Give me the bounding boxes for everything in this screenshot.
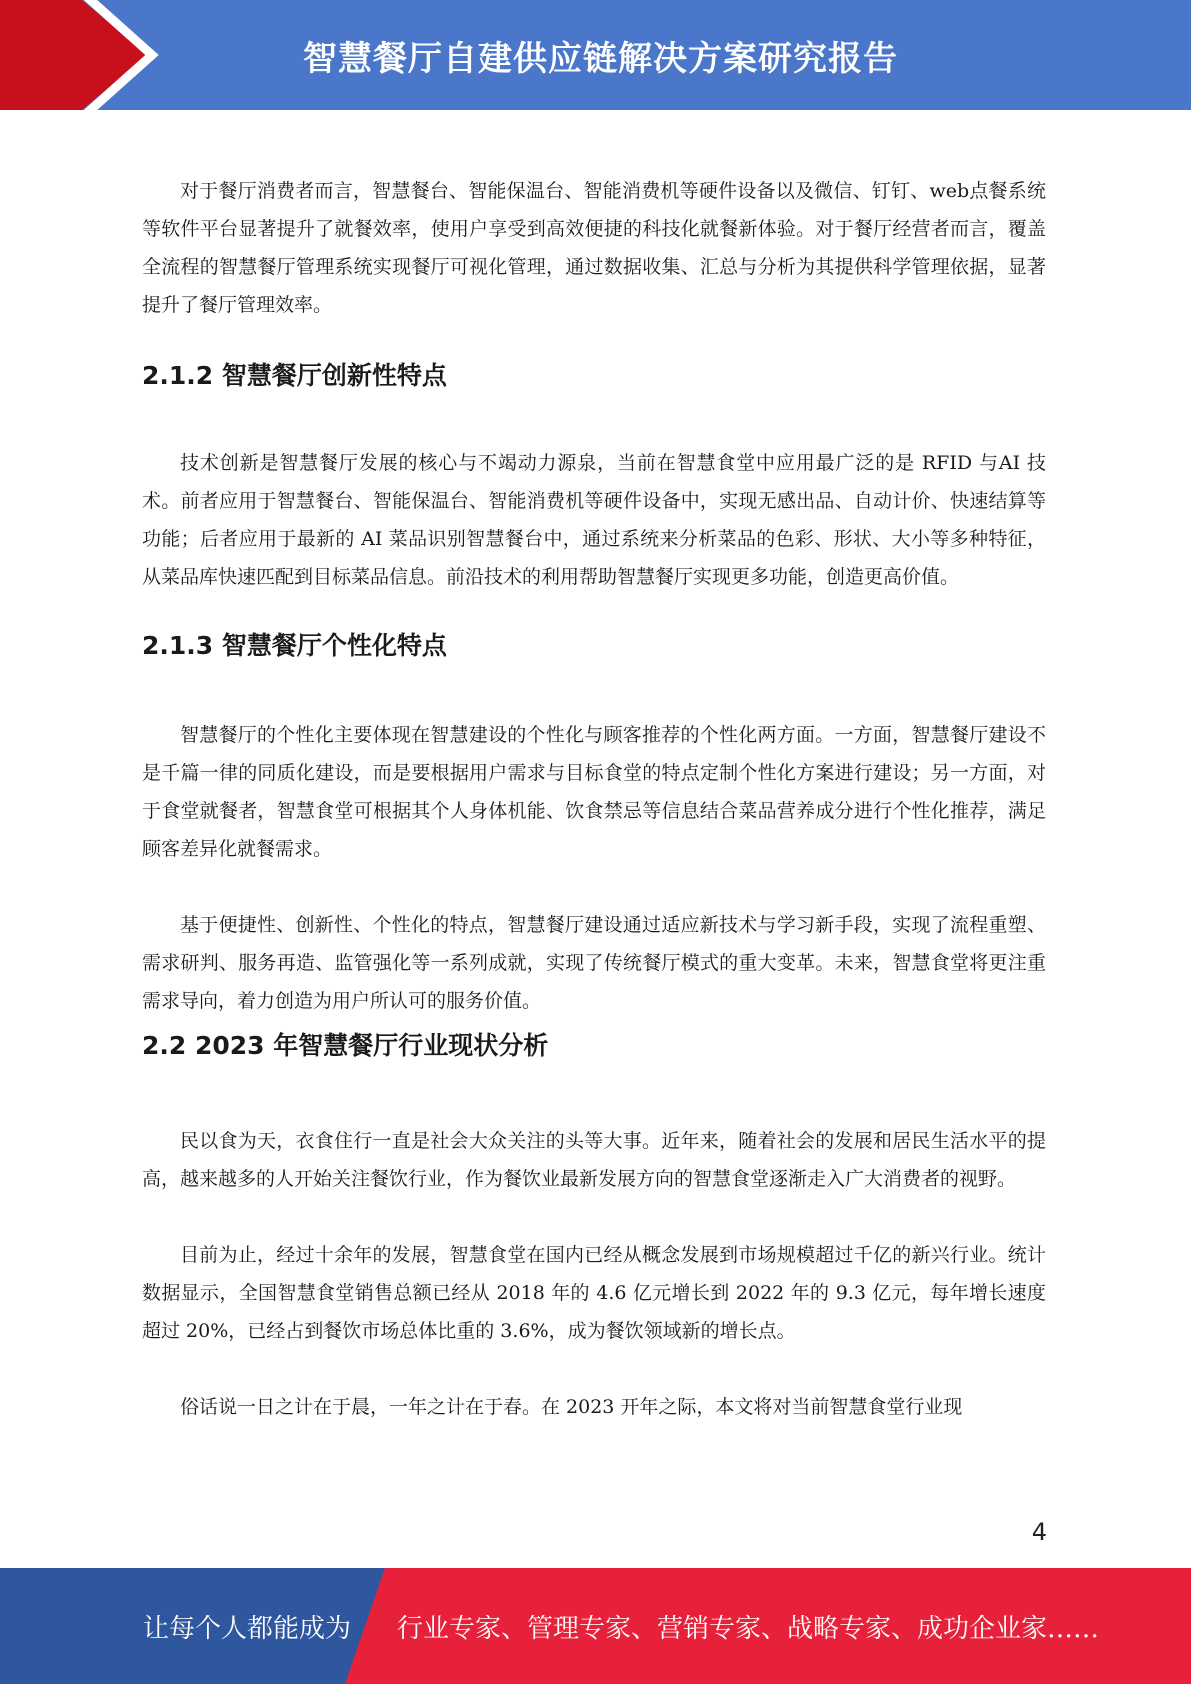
paragraph-consumer-benefits: 对于餐厅消费者而言，智慧餐台、智能保温台、智能消费机等硬件设备以及微信、钉钉、web点餐系统等软件平台显著提升了就餐效率，使用户享受到高效便捷的科技化就餐新体验。对于餐厅经营者而言，覆盖全流程的智慧餐厅管理系统实现餐厅可视化管理，通过数据收集、汇总与分析为其提供科学管理依据，显著提升了餐厅管理效率。 <box>142 180 1046 316</box>
paragraph-outlook: 俗话说一日之计在于晨，一年之计在于春。在 2023 开年之际，本文将对当前智慧食堂行业现 <box>180 1396 963 1418</box>
document-body <box>142 172 1046 1426</box>
section-heading-innovation: 2.1.2 智慧餐厅创新性特点 <box>142 361 447 390</box>
chevron-decoration-icon <box>0 0 180 110</box>
footer-slogan-left: 让每个人都能成为 <box>143 1613 352 1644</box>
paragraph-market-stats: 目前为止，经过十余年的发展，智慧食堂在国内已经从概念发展到市场规模超过千亿的新兴行业。统计数据显示，全国智慧食堂销售总额已经从 2018 年的 4.6 亿元增长到 2022 年的 9.3 亿元，每年增长速度超过 20%，已经占到餐饮市场总体比重的 3.6%，成为餐饮领域新的增长点。 <box>142 1244 1046 1342</box>
page-footer <box>0 1568 1191 1684</box>
footer-slogan-right: 行业专家、管理专家、营销专家、战略专家、成功企业家…… <box>397 1613 1100 1644</box>
paragraph-innovation: 技术创新是智慧餐厅发展的核心与不竭动力源泉，当前在智慧食堂中应用最广泛的是 RFID 与AI 技术。前者应用于智慧餐台、智能保温台、智能消费机等硬件设备中，实现无感出品、自动计价、快速结算等功能；后者应用于最新的 AI 菜品识别智慧餐台中，通过系统来分析菜品的色彩、形状、大小等多种特征，从菜品库快速匹配到目标菜品信息。前沿技术的利用帮助智慧餐厅实现更多功能，创造更高价值。 <box>142 452 1046 588</box>
section-heading-personalization: 2.1.3 智慧餐厅个性化特点 <box>142 631 447 660</box>
page-number: 4 <box>1031 1518 1047 1546</box>
section-heading-industry-status: 2.2 2023 年智慧餐厅行业现状分析 <box>142 1031 549 1060</box>
paragraph-industry-intro: 民以食为天，衣食住行一直是社会大众关注的头等大事。近年来，随着社会的发展和居民生活水平的提高，越来越多的人开始关注餐饮行业，作为餐饮业最新发展方向的智慧食堂逐渐走入广大消费者的视野。 <box>142 1130 1046 1190</box>
page-header <box>0 0 1191 110</box>
report-title: 智慧餐厅自建供应链解决方案研究报告 <box>303 38 898 79</box>
paragraph-summary: 基于便捷性、创新性、个性化的特点，智慧餐厅建设通过适应新技术与学习新手段，实现了流程重塑、需求研判、服务再造、监管强化等一系列成就，实现了传统餐厅模式的重大变革。未来，智慧食堂将更注重需求导向，着力创造为用户所认可的服务价值。 <box>142 914 1046 1012</box>
paragraph-personalization: 智慧餐厅的个性化主要体现在智慧建设的个性化与顾客推荐的个性化两方面。一方面，智慧餐厅建设不是千篇一律的同质化建设，而是要根据用户需求与目标食堂的特点定制个性化方案进行建设；另一方面，对于食堂就餐者，智慧食堂可根据其个人身体机能、饮食禁忌等信息结合菜品营养成分进行个性化推荐，满足顾客差异化就餐需求。 <box>142 724 1046 860</box>
